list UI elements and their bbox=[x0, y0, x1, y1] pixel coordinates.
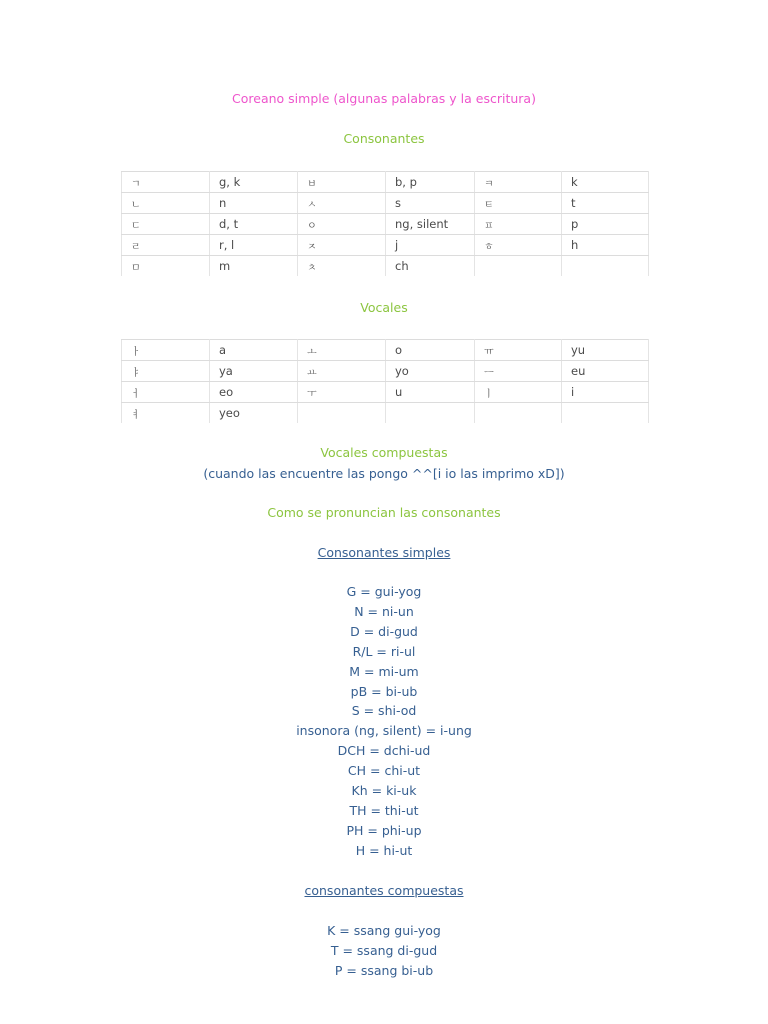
vocales-heading: Vocales bbox=[360, 300, 408, 315]
hangul-letter-cell: ㅠ bbox=[475, 340, 562, 361]
table-row bbox=[122, 172, 649, 193]
consonantes-table bbox=[121, 171, 649, 276]
hangul-letter-cell: ㄱ bbox=[122, 172, 210, 193]
hangul-letter-cell: ㅗ bbox=[298, 340, 386, 361]
romanization-cell: yu bbox=[562, 340, 649, 361]
hangul-letter-cell bbox=[475, 403, 562, 424]
pronunciation-line: S = shi-od bbox=[351, 703, 417, 719]
hangul-letter-cell: ㅑ bbox=[122, 361, 210, 382]
pronunciation-line: N = ni-un bbox=[354, 603, 414, 619]
hangul-letter-cell: ㄷ bbox=[122, 214, 210, 235]
romanization-cell: yeo bbox=[210, 403, 298, 424]
hangul-letter-cell: ㅁ bbox=[122, 256, 210, 277]
hangul-letter-cell: ㄹ bbox=[122, 235, 210, 256]
romanization-cell: r, l bbox=[210, 235, 298, 256]
consonantes-simples-heading: Consonantes simples bbox=[317, 545, 451, 560]
pronunciation-line: P = ssang bi-ub bbox=[334, 962, 434, 978]
vocales-compuestas-note: (cuando las encuentre las pongo ^^[i io las imprimo xD]) bbox=[203, 466, 565, 481]
romanization-cell bbox=[562, 403, 649, 424]
romanization-cell: t bbox=[562, 193, 649, 214]
pronunciation-line: D = di-gud bbox=[350, 623, 418, 639]
romanization-cell: a bbox=[210, 340, 298, 361]
hangul-letter-cell: ㅂ bbox=[298, 172, 386, 193]
pronunciation-line: G = gui-yog bbox=[346, 584, 422, 599]
pronunciation-line: R/L = ri-ul bbox=[352, 643, 416, 659]
hangul-letter-cell: ㅅ bbox=[298, 193, 386, 214]
hangul-letter-cell: ㅏ bbox=[122, 340, 210, 361]
hangul-letter-cell: ㅇ bbox=[298, 214, 386, 235]
table-row bbox=[122, 340, 649, 361]
romanization-cell: yo bbox=[386, 361, 475, 382]
hangul-letter-cell: ㅓ bbox=[122, 382, 210, 403]
romanization-cell: o bbox=[386, 340, 475, 361]
hangul-letter-cell: ㅣ bbox=[475, 382, 562, 403]
pronunciation-line: DCH = dchi-ud bbox=[337, 743, 431, 759]
table-row bbox=[122, 403, 649, 424]
pronunciation-line: M = mi-um bbox=[349, 663, 419, 679]
vocales-compuestas-heading: Vocales compuestas bbox=[320, 445, 448, 460]
consonantes-heading: Consonantes bbox=[343, 131, 425, 146]
romanization-cell: m bbox=[210, 256, 298, 277]
romanization-cell: d, t bbox=[210, 214, 298, 235]
hangul-letter-cell: ㅍ bbox=[475, 214, 562, 235]
hangul-letter-cell bbox=[298, 403, 386, 424]
romanization-cell bbox=[386, 403, 475, 424]
romanization-cell: ya bbox=[210, 361, 298, 382]
romanization-cell: j bbox=[386, 235, 475, 256]
vocales-table bbox=[121, 339, 649, 423]
table-row bbox=[122, 214, 649, 235]
hangul-letter-cell: ㅜ bbox=[298, 382, 386, 403]
table-row bbox=[122, 361, 649, 382]
document-title: Coreano simple (algunas palabras y la escritura) bbox=[232, 91, 536, 106]
romanization-cell: ch bbox=[386, 256, 475, 277]
hangul-letter-cell: ㅋ bbox=[475, 172, 562, 193]
pronunciation-line: T = ssang di-gud bbox=[330, 942, 438, 958]
hangul-letter-cell: ㄴ bbox=[122, 193, 210, 214]
romanization-cell: k bbox=[562, 172, 649, 193]
romanization-cell: g, k bbox=[210, 172, 298, 193]
romanization-cell: s bbox=[386, 193, 475, 214]
hangul-letter-cell: ㅡ bbox=[475, 361, 562, 382]
romanization-cell: eo bbox=[210, 382, 298, 403]
romanization-cell: n bbox=[210, 193, 298, 214]
romanization-cell: h bbox=[562, 235, 649, 256]
table-row bbox=[122, 193, 649, 214]
pronunciation-line: pB = bi-ub bbox=[350, 683, 418, 699]
hangul-letter-cell: ㅎ bbox=[475, 235, 562, 256]
table-row bbox=[122, 382, 649, 403]
romanization-cell: i bbox=[562, 382, 649, 403]
romanization-cell: eu bbox=[562, 361, 649, 382]
hangul-letter-cell: ㅈ bbox=[298, 235, 386, 256]
pronunciation-line: K = ssang gui-yog bbox=[327, 923, 441, 938]
hangul-letter-cell bbox=[475, 256, 562, 277]
romanization-cell: b, p bbox=[386, 172, 475, 193]
romanization-cell: ng, silent bbox=[386, 214, 475, 235]
pronunciation-line: insonora (ng, silent) = i-ung bbox=[296, 723, 472, 739]
pronunciation-line: PH = phi-up bbox=[346, 822, 422, 838]
table-row bbox=[122, 235, 649, 256]
hangul-letter-cell: ㅛ bbox=[298, 361, 386, 382]
romanization-cell: p bbox=[562, 214, 649, 235]
pronunciacion-heading: Como se pronuncian las consonantes bbox=[267, 505, 501, 520]
hangul-letter-cell: ㅕ bbox=[122, 403, 210, 424]
pronunciation-line: TH = thi-ut bbox=[349, 802, 419, 818]
hangul-letter-cell: ㅊ bbox=[298, 256, 386, 277]
consonantes-compuestas-heading: consonantes compuestas bbox=[304, 883, 464, 898]
table-row bbox=[122, 256, 649, 277]
romanization-cell bbox=[562, 256, 649, 277]
romanization-cell: u bbox=[386, 382, 475, 403]
pronunciation-line: H = hi-ut bbox=[355, 842, 413, 858]
pronunciation-line: Kh = ki-uk bbox=[351, 783, 417, 798]
hangul-letter-cell: ㅌ bbox=[475, 193, 562, 214]
pronunciation-line: CH = chi-ut bbox=[347, 763, 421, 779]
